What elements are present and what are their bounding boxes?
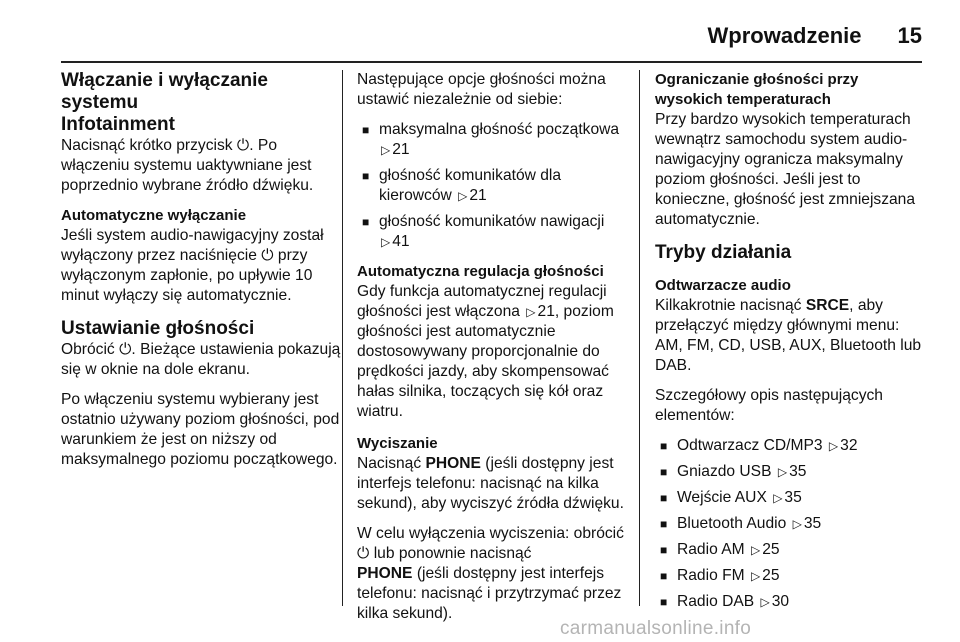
ref-arrow-icon: ▷ (792, 517, 802, 531)
page-ref[interactable]: 21 (469, 187, 487, 204)
ref-arrow-icon: ▷ (750, 569, 761, 583)
modes-list (655, 436, 930, 612)
text: Obrócić (61, 341, 115, 358)
list-item (357, 120, 629, 160)
text: Gniazdo USB (677, 463, 772, 480)
text: . Po włączeniu systemu uaktywniane jest poprzednio wybrane źródło dźwięku. (61, 137, 314, 194)
text: Wejście AUX (677, 489, 767, 506)
heading-mute: Wyciszanie (357, 435, 438, 452)
text: (jeśli dostępny jest interfejs telefonu: nacisnąć na kilka sekund), aby wyciszyć źródła dźwięku. (357, 455, 624, 512)
power-icon: ⏻ (357, 545, 370, 562)
page-ref[interactable]: 35 (789, 463, 807, 480)
page-ref[interactable]: 30 (771, 593, 790, 610)
heading-onoff-line2: Infotainment (61, 114, 175, 135)
page-ref[interactable]: 21 (537, 303, 555, 320)
column-2 (357, 70, 629, 634)
heading-onoff-line1: Włączanie i wyłączanie systemu (61, 70, 268, 113)
heading-modes: Tryby działania (655, 242, 792, 263)
ref-arrow-icon: ▷ (760, 595, 770, 609)
text: maksymalna głośność początkowa (379, 121, 620, 138)
heading-onoff (61, 70, 341, 136)
ref-arrow-icon: ▷ (458, 189, 468, 203)
paragraph-desc: Szczegółowy opis następujących elementów: (655, 387, 883, 424)
power-icon: ⏻ (236, 137, 250, 154)
text: . Bieżące ustawienia pokazują się w oknie na dole ekranu. (61, 341, 341, 378)
text: głośność komunikatów dla kierowców (379, 167, 562, 204)
list-item (655, 488, 930, 508)
paragraph-volume-init: Po włączeniu systemu wybierany jest ostatnio używany poziom głośności, pod warunkiem że jest on niższy od maksymalnego poziomu początkowego. (61, 391, 340, 468)
header-title: Wprowadzenie (707, 23, 862, 48)
phone-key: PHONE (425, 455, 481, 472)
list-item (655, 436, 930, 456)
column-3 (655, 70, 930, 622)
paragraph-onoff (61, 136, 341, 196)
ref-arrow-icon: ▷ (381, 235, 391, 249)
page-header (0, 16, 922, 56)
paragraph-players (655, 296, 930, 376)
text: Radio DAB (677, 593, 755, 610)
ref-arrow-icon: ▷ (773, 491, 783, 505)
watermark: carmanualsonline.info (560, 618, 752, 639)
text: (jeśli dostępny jest interfejs telefonu: nacisnąć i przytrzymać przez kilka sekund). (357, 565, 622, 622)
header-rule (61, 61, 922, 63)
text: Kilkakrotnie nacisnąć (655, 297, 802, 314)
page-ref[interactable]: 25 (762, 567, 780, 584)
text: Odtwarzacz CD/MP3 (677, 437, 823, 454)
paragraph-unmute (357, 524, 629, 624)
list-item (655, 592, 930, 612)
phone-key: PHONE (357, 565, 413, 582)
paragraph-options-intro: Następujące opcje głośności można ustawić niezależnie od siebie: (357, 71, 606, 108)
heading-temp-limit: Ograniczanie głośności przy wysokich temperaturach (655, 71, 859, 108)
list-item (655, 566, 930, 586)
heading-auto-off: Automatyczne wyłączanie (61, 207, 247, 224)
paragraph-auto-off (61, 226, 341, 306)
page-ref[interactable]: 35 (784, 489, 802, 506)
paragraph-temp-limit: Przy bardzo wysokich temperaturach wewnątrz samochodu system audio-nawigacyjny ogranicza maksymalny poziom głośności. Jeśli jest to konieczne, głośność jest zmniejszana automatycznie. (655, 111, 916, 228)
list-item (655, 514, 930, 534)
text: W celu wyłączenia wyciszenia: obrócić (357, 525, 624, 542)
ref-arrow-icon: ▷ (750, 543, 761, 557)
heading-volume: Ustawianie głośności (61, 318, 255, 339)
paragraph-volume (61, 340, 341, 380)
column-divider (639, 70, 640, 606)
ref-arrow-icon: ▷ (526, 305, 536, 319)
column-divider (342, 70, 343, 606)
text: Gdy funkcja automatycznej regulacji głośności jest włączona (357, 283, 607, 320)
volume-options-list (357, 120, 629, 252)
text: lub ponownie nacisnąć (373, 545, 532, 562)
text: Nacisnąć (357, 455, 422, 472)
srce-key: SRCE (805, 297, 850, 314)
list-item (655, 540, 930, 560)
page-ref[interactable]: 21 (392, 141, 410, 158)
list-item (357, 166, 629, 206)
text: , aby przełączyć między głównymi menu: AM, FM, CD, USB, AUX, Bluetooth lub DAB. (655, 297, 922, 374)
power-icon: ⏻ (119, 341, 132, 358)
page-ref[interactable]: 25 (762, 541, 780, 558)
text: , poziom głośności jest automatycznie dostosowywany proporcjonalnie do prędkości jazdy, aby skompensować hałas silnika, toczących się kół oraz wiatru. (357, 303, 614, 420)
text: Bluetooth Audio (677, 515, 787, 532)
list-item (655, 462, 930, 482)
heading-auto-volume: Automatyczna regulacja głośności (357, 263, 604, 280)
page-number: 15 (897, 23, 922, 48)
ref-arrow-icon: ▷ (828, 439, 839, 453)
list-item (357, 212, 629, 252)
ref-arrow-icon: ▷ (777, 465, 788, 479)
text: przy wyłączonym zapłonie, po upływie 10 minut wyłączy się automatycznie. (61, 247, 313, 304)
page-ref[interactable]: 41 (392, 233, 410, 250)
power-icon: ⏻ (261, 247, 274, 264)
text: Radio FM (677, 567, 745, 584)
ref-arrow-icon: ▷ (381, 143, 391, 157)
paragraph-auto-volume (357, 282, 629, 422)
text: głośność komunikatów nawigacji (379, 213, 605, 230)
page-ref[interactable]: 32 (840, 437, 858, 454)
text: Jeśli system audio-nawigacyjny został wyłączony przez naciśnięcie (61, 227, 324, 264)
heading-audio-players: Odtwarzacze audio (655, 277, 791, 294)
column-1 (61, 70, 341, 480)
paragraph-mute (357, 454, 629, 514)
text: Nacisnąć krótko przycisk (61, 137, 233, 154)
page-ref[interactable]: 35 (803, 515, 822, 532)
text: Radio AM (677, 541, 745, 558)
